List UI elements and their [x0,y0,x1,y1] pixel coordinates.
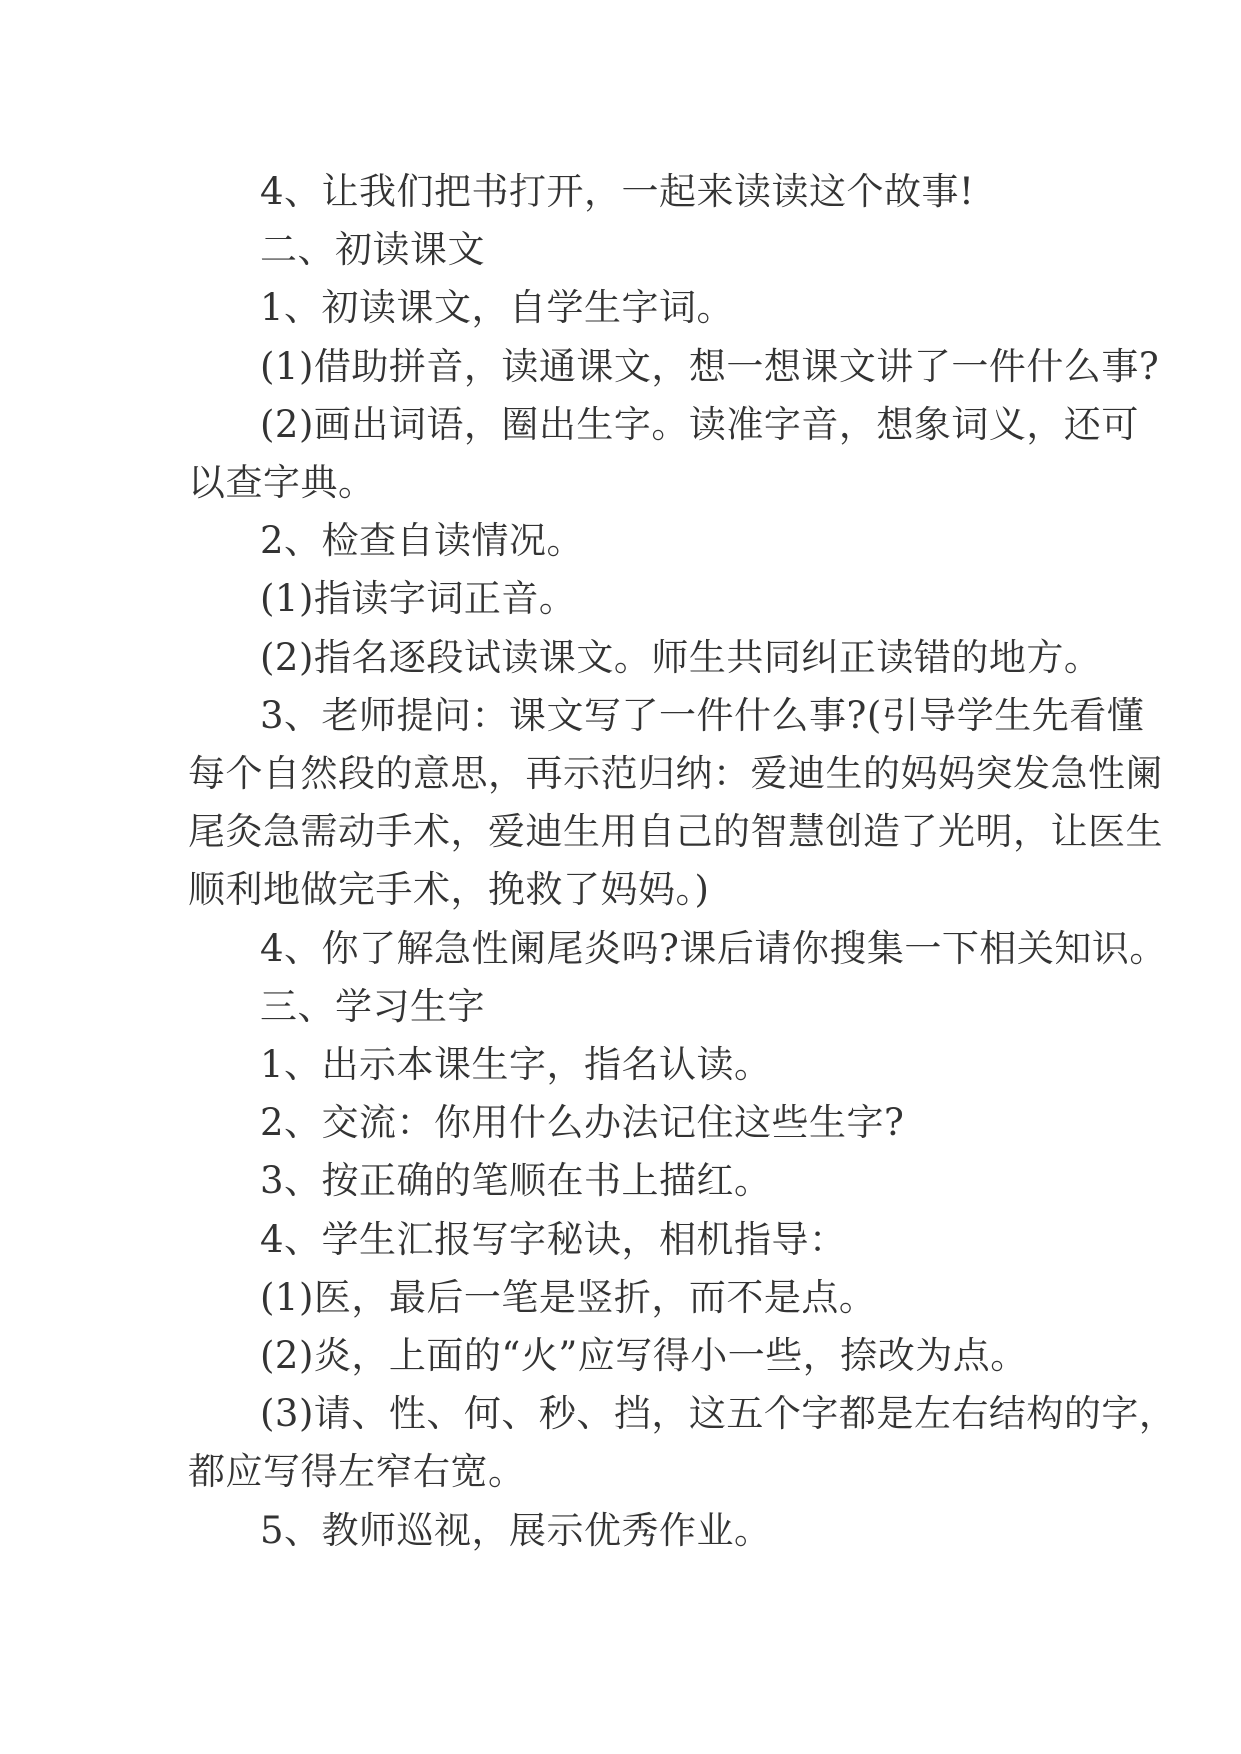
text-line: 尾灸急需动手术，爱迪生用自己的智慧创造了光明，让医生 [188,810,1163,854]
text-line: 4、学生汇报写字秘诀，相机指导： [260,1217,847,1261]
text-line: 2、交流：你用什么办法记住这些生字? [260,1101,905,1145]
text-line: 以查字典。 [188,461,376,505]
text-line: 1、初读课文，自学生字词。 [260,286,735,330]
text-line: (2)指名逐段试读课文。师生共同纠正读错的地方。 [260,635,1102,679]
text-line: 三、学习生字 [260,984,485,1028]
text-line: 1、出示本课生字，指名认读。 [260,1043,772,1087]
text-line: 2、检查自读情况。 [260,519,585,563]
text-line: (1)借助拼音，读通课文，想一想课文讲了一件什么事? [260,344,1160,388]
text-line: (1)指读字词正音。 [260,577,577,621]
text-line: 都应写得左窄右宽。 [188,1450,526,1494]
text-line: 5、教师巡视，展示优秀作业。 [260,1508,772,1552]
text-line: 顺利地做完手术，挽救了妈妈。) [188,868,710,912]
text-line: 二、初读课文 [260,228,485,272]
text-line: (2)炎，上面的“火”应写得小一些，捺改为点。 [260,1334,1028,1378]
document-text-block [188,163,1177,1560]
text-line: (1)医，最后一笔是竖折，而不是点。 [260,1275,877,1319]
text-line: 3、老师提问：课文写了一件什么事?(引导学生先看懂 [260,693,1145,737]
text-line: (3)请、性、何、秒、挡，这五个字都是左右结构的字， [260,1392,1177,1436]
text-line: (2)画出词语，圈出生字。读准字音，想象词义，还可 [260,402,1139,446]
text-line: 4、让我们把书打开，一起来读读这个故事! [260,170,975,213]
text-line: 4、你了解急性阑尾炎吗?课后请你搜集一下相关知识。 [260,926,1167,970]
text-line: 每个自然段的意思，再示范归纳：爱迪生的妈妈突发急性阑 [188,752,1163,796]
text-line: 3、按正确的笔顺在书上描红。 [260,1159,772,1203]
